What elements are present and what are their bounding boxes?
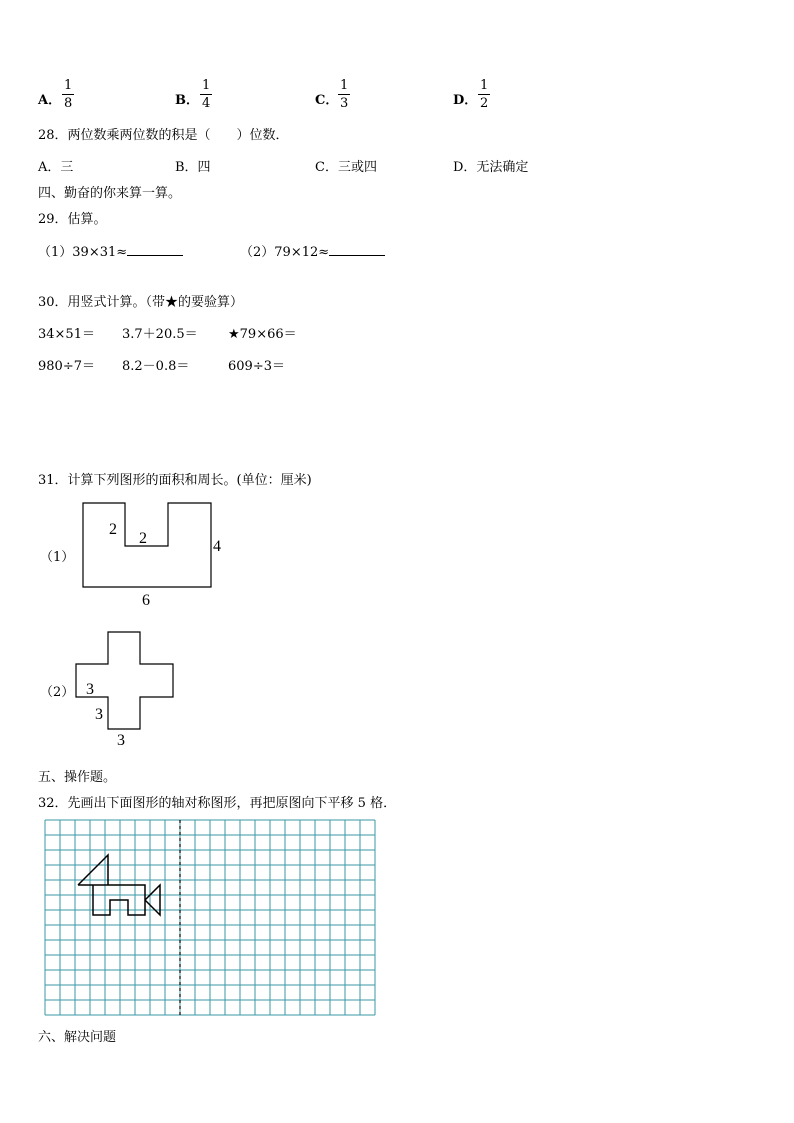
- q28-question: 28．两位数乘两位数的积是（ ）位数．: [38, 128, 289, 143]
- denominator: 4: [202, 96, 211, 111]
- q29-item-2-text: （2）79×12≈: [240, 245, 330, 260]
- q30-question: 30．用竖式计算。（带★的要验算）: [38, 295, 244, 310]
- q28-option-b: B．四: [175, 160, 211, 175]
- q30-expr-1: 34×51＝: [38, 327, 95, 342]
- q31-figure-2-label: （2）: [40, 685, 75, 700]
- q30-expr-2: 3.7＋20.5＝: [122, 327, 198, 342]
- numerator: 1: [480, 78, 489, 93]
- q28-option-a: A．三: [38, 160, 74, 175]
- q30-expr-3: ★79×66＝: [228, 327, 297, 342]
- q32-question: 32．先画出下面图形的轴对称图形，再把原图向下平移 5 格．: [38, 796, 397, 811]
- q29-item-1-text: （1）39×31≈: [38, 245, 128, 260]
- q27-option-b-label: B．: [175, 93, 199, 108]
- dim-label: 4: [213, 538, 221, 555]
- dim-label: 3: [86, 681, 94, 698]
- dim-label: 3: [95, 706, 103, 723]
- numerator: 1: [202, 78, 211, 93]
- numerator: 1: [64, 78, 73, 93]
- q27-option-d-label: D．: [453, 93, 478, 108]
- q30-expr-5: 8.2－0.8＝: [122, 359, 190, 374]
- denominator: 8: [64, 96, 73, 111]
- section-4-title: 四、勤奋的你来算一算。: [38, 186, 182, 201]
- dim-label: 2: [139, 530, 147, 547]
- section-5-title: 五、操作题。: [38, 770, 117, 785]
- q31-question: 31．计算下列图形的面积和周长。(单位：厘米): [38, 473, 312, 488]
- dim-label: 2: [109, 521, 117, 538]
- section-6-title: 六、解决问题: [38, 1030, 117, 1045]
- q30-expr-6: 609÷3＝: [228, 359, 285, 374]
- q31-figure-1-label: （1）: [40, 550, 75, 565]
- dim-label: 3: [117, 732, 125, 749]
- q28-option-d: D．无法确定: [453, 160, 529, 175]
- q30-expr-4: 980÷7＝: [38, 359, 95, 374]
- q27-option-a-label: A．: [38, 93, 62, 108]
- denominator: 2: [480, 96, 489, 111]
- denominator: 3: [340, 96, 349, 111]
- q27-option-c-label: C．: [315, 93, 339, 108]
- q28-option-c: C．三或四: [315, 160, 377, 175]
- q29-question: 29．估算。: [38, 212, 107, 227]
- dim-label: 6: [142, 592, 150, 609]
- grid-lines: [45, 820, 375, 1015]
- numerator: 1: [340, 78, 349, 93]
